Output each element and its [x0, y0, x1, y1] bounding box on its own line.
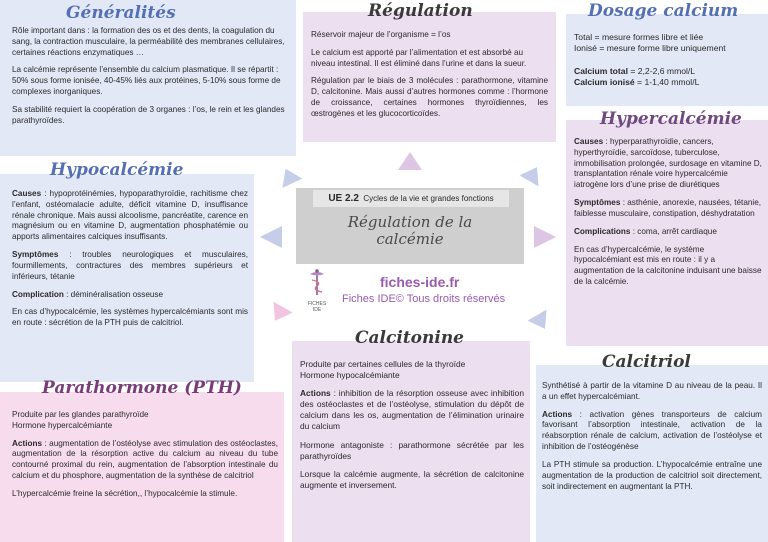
dosage-line2: Ionisé = mesure forme libre uniquement: [574, 43, 726, 54]
hypo-causes: [12, 189, 248, 243]
arrow-right-icon: [534, 226, 556, 248]
calcitonine-actions-label: Actions: [300, 388, 331, 399]
dosage-title: Dosage calcium: [588, 1, 739, 21]
pth-line2: Hormone hypercalcémiante: [12, 420, 113, 430]
hypo-symptomes: [12, 250, 248, 282]
center-title-line2: calcémie: [376, 230, 444, 248]
site-name[interactable]: fiches-ide.fr: [380, 274, 460, 290]
ue-name: Cycles de la vie et grandes fonctions: [363, 194, 494, 203]
regulation-p1: Réservoir majeur de l’organisme = l’os: [311, 30, 451, 39]
calcitonine-p3: Hormone antagoniste : parathormone sécrétée par les parathyroïdes: [300, 439, 524, 461]
calcitriol-p1: Synthétisé à partir de la vitamine D au niveau de la peau. Il a un effet hypercalcémiant.: [542, 381, 762, 401]
calcitonine-actions-text: : inhibition de la résorption osseuse avec inhibition des ostéoclastes et de l’ostéolyse, stimulation du dépôt de calcium dans les os, augmentation de l’élimination urinaire du calcium: [300, 388, 524, 432]
fiches-ide-logo: [302, 268, 332, 313]
calcitonine-box: [292, 341, 530, 542]
dosage-box: [566, 14, 768, 106]
calcitriol-box: [536, 365, 768, 542]
arrow-up-left-icon: [276, 164, 303, 188]
hyper-symptomes: [574, 198, 762, 220]
dosage-line1: Total = mesure formes libre et liée: [574, 32, 704, 42]
pth-actions-text: : augmentation de l’ostéolyse avec stimulation des ostéoclastes, augmentation de la résorption active du calcium au niveau du tube contourné proximal du rein, augmentation de l’absorption intestinale du calcium et du phosphore, augmentation de la synthèse de calcitriol: [12, 438, 278, 481]
regulation-box: [303, 12, 556, 142]
arrow-up-icon: [398, 152, 422, 170]
generalites-title: Généralités: [66, 3, 176, 23]
calcitriol-title: Calcitriol: [602, 352, 691, 372]
calcitriol-actions-label: Actions: [542, 409, 573, 419]
hypo-symptomes-label: Symptômes: [12, 250, 59, 260]
caduceus-icon: [302, 268, 332, 296]
calcitonine-line1: Produite par certaines cellules de la thyroïde: [300, 359, 466, 369]
calcitonine-p4: Lorsque la calcémie augmente, la sécrétion de calcitonine augmente et inversement.: [300, 468, 524, 490]
hyper-complications-text: : coma, arrêt cardiaque: [630, 226, 717, 236]
pth-p3: L’hypercalcémie freine la sécrétion,, l’hypocalcémie la stimule.: [12, 488, 238, 498]
hyper-causes-label: Causes: [574, 137, 604, 146]
hypo-causes-label: Causes: [12, 189, 42, 198]
generalites-p1: Rôle important dans : la formation des os et des dents, la coagulation du sang, la contraction musculaire, la perméabilité des membranes cellulaires, certaines réactions enzymatiques …: [12, 26, 285, 57]
arrow-down-right-icon: [527, 310, 554, 335]
hypercalcemie-title: Hypercalcémie: [600, 109, 742, 129]
arrow-left-icon: [260, 226, 282, 248]
hypo-complication: [12, 290, 248, 301]
hyper-complications-label: Complications: [574, 226, 631, 236]
pth-line1: Produite par les glandes parathyroïde: [12, 410, 149, 419]
logo-text-line1: FICHES: [307, 301, 327, 307]
pth-title: Parathormone (PTH): [42, 378, 242, 398]
center-title-line1: Régulation de la: [347, 213, 473, 231]
hypo-symptomes-text: : troubles neurologiques et musculaires, fourmillements, contractures des membres supérieurs et inférieurs, tétanie: [12, 250, 248, 281]
logo-text-line2: IDE: [312, 307, 322, 313]
ue-banner: [313, 190, 509, 207]
calcitriol-actions: [542, 410, 762, 453]
calcitriol-actions-text: : activation gènes transporteurs de calcium favorisant l’absorption intestinale, activation de la réabsorption rénale de calcium, activation de l’ostéolyse et inhibition de l’ostéogénèse: [542, 409, 762, 452]
hypo-p4: En cas d’hypocalcémie, les systèmes hypercalcémiants sont mis en route : sécrétion de la PTH puis de calcitriol.: [12, 307, 248, 328]
calcitonine-title: Calcitonine: [355, 328, 464, 348]
hypo-causes-text: : hypoprotéinémies, hypoparathyroïdie, rachitisme chez l’enfant, ostéomalacie adulte, déficit vitamine D, insuffisance rénale chronique. Mais aussi alcoolisme, pancréatite, carence en magnésium ou en vitamine D, augmentation phosphatémie ou apports alimentaires calciques insuffisants.: [12, 189, 248, 242]
ue-code: UE 2.2: [328, 193, 359, 204]
regulation-title: Régulation: [368, 1, 473, 21]
regulation-p3: Régulation par le biais de 3 molécules : parathormone, vitamine D, calcitonine. Mais aussi d’autres hormones comme : l’hormone de croissance, certaines hormones thyroïdiennes, les œstrogènes et les glucocorticoïdes.: [311, 76, 548, 118]
calcitonine-actions: [300, 388, 524, 432]
hyper-symptomes-text: : asthénie, anorexie, nausées, tétanie, faiblesse musculaire, constipation, déshydratation: [574, 198, 762, 218]
calcitriol-p3: La PTH stimule sa production. L’hypocalcémie entraîne une augmentation de la production de calcitriol soit directement, soit indirectement en augmentant la PTH.: [542, 459, 762, 491]
calcitonine-line2: Hormone hypocalcémiante: [300, 370, 400, 381]
hypo-complication-text: : déminéralisation osseuse: [63, 289, 164, 299]
generalites-p2: La calcémie représente l’ensemble du calcium plasmatique. Il se répartit : 50% sous forme ionisée, 40-45% liés aux protéines, 5-10% sous forme de complexes inorganiques.: [12, 65, 281, 97]
calcium-ionise-row: [574, 77, 762, 88]
center-title: [296, 214, 524, 248]
calcium-total-value: = 2,2-2,6 mmol/L: [627, 65, 696, 76]
pth-actions: [12, 439, 278, 482]
hyper-symptomes-label: Symptômes: [574, 198, 621, 208]
generalites-box: [0, 0, 296, 156]
calcium-total-row: [574, 66, 762, 77]
hypocalcemie-box: [0, 174, 254, 382]
hypercalcemie-box: [566, 120, 768, 346]
arrow-down-left-icon: [265, 302, 292, 327]
calcium-ionise-label: Calcium ionisé: [574, 77, 635, 88]
copyright: Fiches IDE© Tous droits réservés: [342, 293, 506, 305]
generalites-p3: Sa stabilité requiert la coopération de 3 organes : l’os, le rein et les glandes parathyroïdes.: [12, 104, 285, 125]
hyper-causes: [574, 137, 762, 191]
hypocalcemie-title: Hypocalcémie: [50, 160, 184, 180]
pth-actions-label: Actions: [12, 438, 43, 448]
hyper-p4: En cas d’hypercalcémie, le système hypocalcémiant est mis en route : il y a augmentation de la calcitonine induisant une baisse de la calcémie.: [574, 244, 762, 287]
regulation-p2: Le calcium est apporté par l’alimentation et est absorbé au niveau intestinal. Il est éliminé dans l’urine et dans la sueur.: [311, 47, 527, 68]
pth-box: [0, 392, 284, 542]
calcium-total-label: Calcium total: [574, 65, 628, 76]
hyper-complications: [574, 227, 762, 238]
hypo-complication-label: Complication: [12, 289, 64, 299]
hyper-causes-text: : hyperparathyroïdie, cancers, hyperthyroïdie, sarcoïdose, tuberculose, immobilisation prolongée, surdosage en vitamine D, transplantation rénale voire hypercalcémie iatrogène lors d’une prise de diurétiques: [574, 137, 762, 190]
arrow-up-right-icon: [519, 162, 546, 187]
calcium-ionise-value: = 1-1,40 mmol/L: [634, 77, 700, 88]
